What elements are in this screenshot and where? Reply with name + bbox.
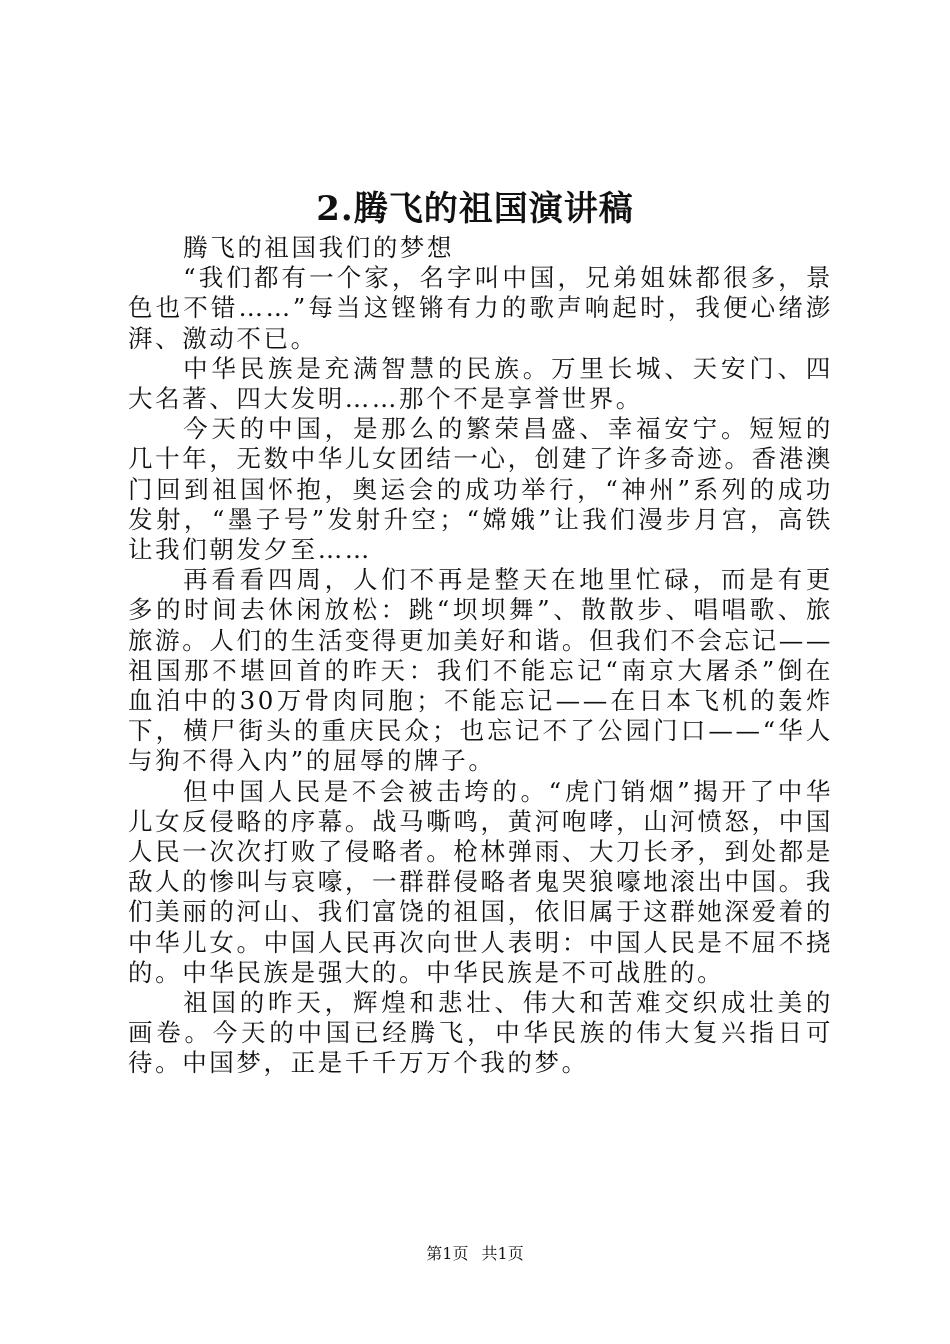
paragraph: 祖国的昨天，辉煌和悲壮、伟大和苦难交织成壮美的画卷。今天的中国已经腾飞，中华民族的伟大复兴指日可待。中国梦，正是千千万万个我的梦。: [128, 988, 833, 1078]
paragraph-subtitle: 腾飞的祖国我们的梦想: [183, 233, 455, 262]
page-total: 共1页: [481, 1244, 524, 1263]
document-body: [128, 233, 833, 1079]
paragraph: 中华民族是充满智慧的民族。万里长城、天安门、四大名著、四大发明……那个不是享誉世界。: [128, 353, 833, 414]
paragraph: “我们都有一个家，名字叫中国，兄弟姐妹都很多，景色也不错……”每当这铿锵有力的歌声响起时，我便心绪澎湃、激动不已。: [128, 263, 833, 353]
paragraph: 今天的中国，是那么的繁荣昌盛、幸福安宁。短短的几十年，无数中华儿女团结一心，创建了许多奇迹。香港澳门回到祖国怀抱，奥运会的成功举行，“神州”系列的成功发射，“墨子号”发射升空；“嫦娥”让我们漫步月宫，高铁让我们朝发夕至……: [128, 414, 833, 565]
page-number: 第1页: [426, 1244, 469, 1263]
page-footer: [0, 1243, 950, 1265]
paragraph: 但中国人民是不会被击垮的。“虎门销烟”揭开了中华儿女反侵略的序幕。战马嘶鸣，黄河咆哮，山河愤怒，中国人民一次次打败了侵略者。枪林弹雨、大刀长矛，到处都是敌人的惨叫与哀嚎，一群群侵略者鬼哭狼嚎地滚出中国。我们美丽的河山、我们富饶的祖国，依旧属于这群她深爱着的中华儿女。中国人民再次向世人表明：中国人民是不屈不挠的。中华民族是强大的。中华民族是不可战胜的。: [128, 776, 833, 987]
document-title: 2.腾飞的祖国演讲稿: [316, 189, 634, 229]
paragraph: 再看看四周，人们不再是整天在地里忙碌，而是有更多的时间去休闲放松：跳“坝坝舞”、散散步、唱唱歌、旅旅游。人们的生活变得更加美好和谐。但我们不会忘记——祖国那不堪回首的昨天：我们不能忘记“南京大屠杀”倒在血泊中的30万骨肉同胞；不能忘记——在日本飞机的轰炸下，横尸街头的重庆民众；也忘记不了公园门口——“华人与狗不得入内”的屈辱的牌子。: [128, 565, 833, 776]
